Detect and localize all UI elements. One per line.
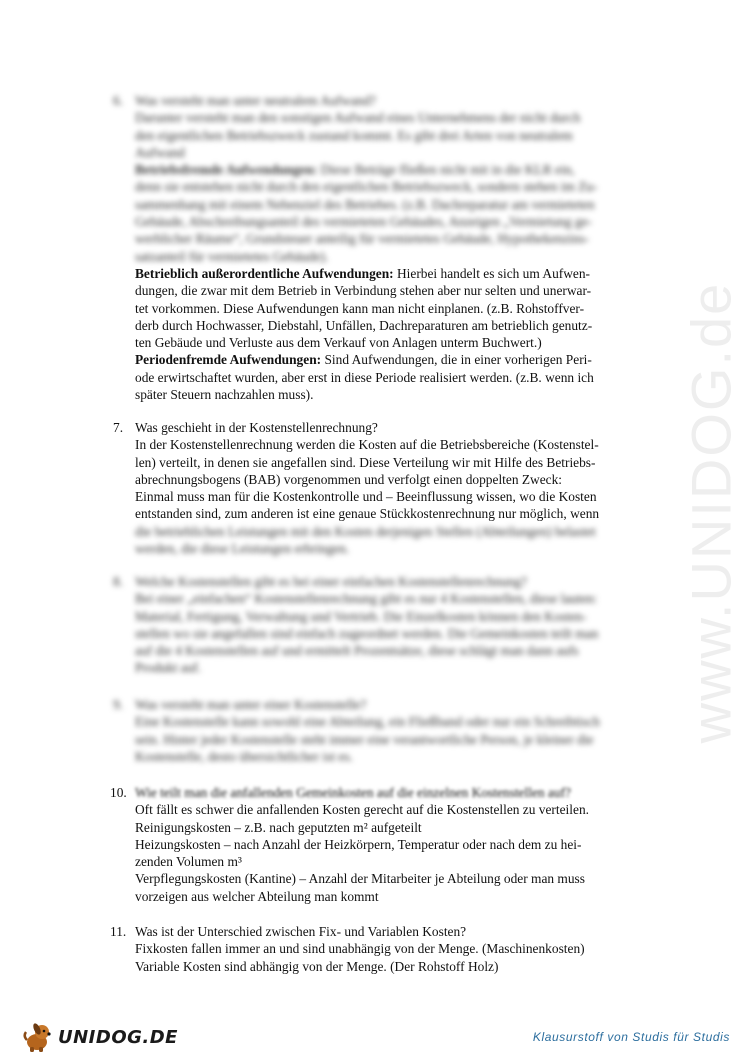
answer-line: ten Gebäude und Verluste aus dem Verkauf von Anlagen unterm Buchwert.) [135,335,542,351]
answer-line: denn sie entstehen nicht durch den eigentlichen Betriebszweck, sondern stehen im Zu- [135,179,598,195]
question-number: 11. [110,924,127,939]
answer-line [135,265,663,282]
answer-line: derb durch Hochwasser, Diebstahl, Unfällen, Dachreparaturen am betrieblich genutz- [135,317,593,333]
question-6 [113,92,663,403]
answer-line: Aufwand [135,144,185,160]
answer-line: Oft fällt es schwer die anfallenden Kosten gerecht auf die Kostenstellen zu verteilen. [135,802,589,818]
watermark-text: www.UNIDOG.de [679,281,743,743]
answer-line: Darunter versteht man den sonstigen Aufwand eines Unternehmens der nicht durch [135,110,581,126]
answer-text: Hierbei handelt es sich um Aufwen- [393,265,590,281]
answer-line: sammenhang mit einem Nebenziel des Betriebes. (z.B. Dachreparatur am vermieteten [135,196,595,212]
question-title: Welche Kostenstellen gibt es bei einer einfachen Kostenstellenrechnung? [135,574,527,589]
answer-line: Verpflegungskosten (Kantine) – Anzahl der Mitarbeiter je Abteilung oder man muss [135,871,585,887]
answer-line: Fixkosten fallen immer an und sind unabhängig von der Menge. (Maschinenkosten) [135,941,585,957]
term-label: Betrieblich außerordentliche Aufwendungen: [135,265,394,281]
answer-line: den eigentlichen Betriebszweck zustand kommt. Es gibt drei Arten von neutralem [135,127,573,143]
question-number: 10. [110,785,127,800]
question-title: Wie teilt man die anfallenden Gemeinkosten auf die einzelnen Kostenstellen auf? [135,785,571,800]
answer-line: satzanteil für vermietetes Gebäude). [135,248,329,264]
question-title: Was versteht man unter einer Kostenstelle? [135,697,367,712]
answer-line: Material, Fertigung, Verwaltung und Vertrieb. Die Einzelkosten können den Kosten- [135,608,587,624]
answer-line: Variable Kosten sind abhängig von der Menge. (Der Rohstoff Holz) [135,958,499,974]
answer-line: dungen, die zwar mit dem Betrieb in Verbindung stehen aber nur selten und unerwar- [135,283,592,299]
answer-line: Eine Kostenstelle kann sowohl eine Abteilung, ein Fließband oder nur ein Schreibtisch [135,714,600,730]
answer-line: stellen wo sie angefallen sind einfach zugeordnet werden. Die Gemeinkosten teilt man [135,625,599,641]
term-label: Betriebsfremde Aufwendungen: [135,162,318,178]
question-number: 9. [113,697,124,712]
question-title: Was ist der Unterschied zwischen Fix- und Variablen Kosten? [135,924,467,939]
footer-tagline: Klausurstoff von Studis für Studis [532,1030,730,1044]
answer-line: tet vorkommen. Diese Aufwendungen kann man nicht einplanen. (z.B. Rohstoffver- [135,300,585,316]
answer-line: Produkt auf. [135,660,202,676]
answer-line: vorzeigen aus welcher Abteilung man kommt [135,888,379,904]
question-number: 7. [113,420,124,435]
answer-line [135,351,663,368]
question-7 [113,419,663,557]
question-11 [110,923,663,975]
term-label: Periodenfremde Aufwendungen: [135,352,322,368]
answer-line: In der Kostenstellenrechnung werden die Kosten auf die Betriebsbereiche (Kostenstel- [135,437,599,453]
answer-line [135,161,663,178]
answer-line: Einmal muss man für die Kostenkontrolle und – Beeinflussung wissen, wo die Kosten [135,489,597,505]
answer-text: Sind Aufwendungen, die in einer vorherigen Peri- [321,352,592,368]
answer-line: Kostenstelle, desto übersichtlicher ist es. [135,748,353,764]
answer-line: len) verteilt, in denen sie angefallen sind. Diese Verteilung wir mit Hilfe des Betriebs- [135,454,596,470]
question-9 [113,696,663,765]
question-title: Was geschieht in der Kostenstellenrechnung? [135,420,378,435]
dog-icon [22,1020,56,1054]
question-number: 6. [113,93,124,108]
answer-line: Reinigungskosten – z.B. nach geputzten m² aufgeteilt [135,819,422,835]
answer-line: entstanden sind, zum anderen ist eine genaue Stückkostenrechnung nur möglich, wenn [135,506,600,522]
answer-line: auf die 4 Kostenstellen auf und ermittelt Prozentsätze, diese schlägt man dann aufs [135,643,579,659]
unidog-logo[interactable] [22,1020,178,1054]
answer-line: Heizungskosten – nach Anzahl der Heizkörpern, Temperatur oder nach dem zu hei- [135,836,582,852]
answer-line: abrechnungsbogens (BAB) vorgenommen und verfolgt einen doppelten Zweck: [135,471,563,487]
answer-text: Diese Beträge fließen nicht mit in die KLR ein, [317,162,575,178]
answer-line: später Steuern nachzahlen muss). [135,387,314,403]
answer-line: zenden Volumen m³ [135,854,242,870]
answer-line: Bei einer „einfachen“ Kostenstellenrechnung gibt es nur 4 Kostenstellen, diese lauten: [135,591,598,607]
answer-line: werden, die diese Leistungen erbringen. [135,541,350,557]
question-number: 8. [113,574,124,589]
answer-line: ode erwirtschaftet wurden, aber erst in diese Periode realisiert werden. (z.B. wenn ich [135,369,594,385]
answer-line: werblicher Räume“, Grundsteuer anteilig für vermietetes Gebäude, Hypothekenzins- [135,231,589,247]
question-title: Was versteht man unter neutralem Aufwand? [135,93,376,108]
answer-line: sein. Hinter jeder Kostenstelle steht immer eine verantwortliche Person, je kleiner die [135,731,594,747]
logo-text: UNIDOG.DE [58,1026,178,1048]
watermark [651,282,750,742]
answer-line: die betrieblichen Leistungen mit den Kosten derjenigen Stellen (Abteilungen) belastet [135,523,596,539]
blurred-section [135,92,663,265]
question-10 [110,784,663,905]
question-8 [113,573,663,677]
answer-line: Gebäude, Abschreibungsanteil des vermieteten Gebäudes, Anzeigen „Vermietung ge- [135,214,592,230]
